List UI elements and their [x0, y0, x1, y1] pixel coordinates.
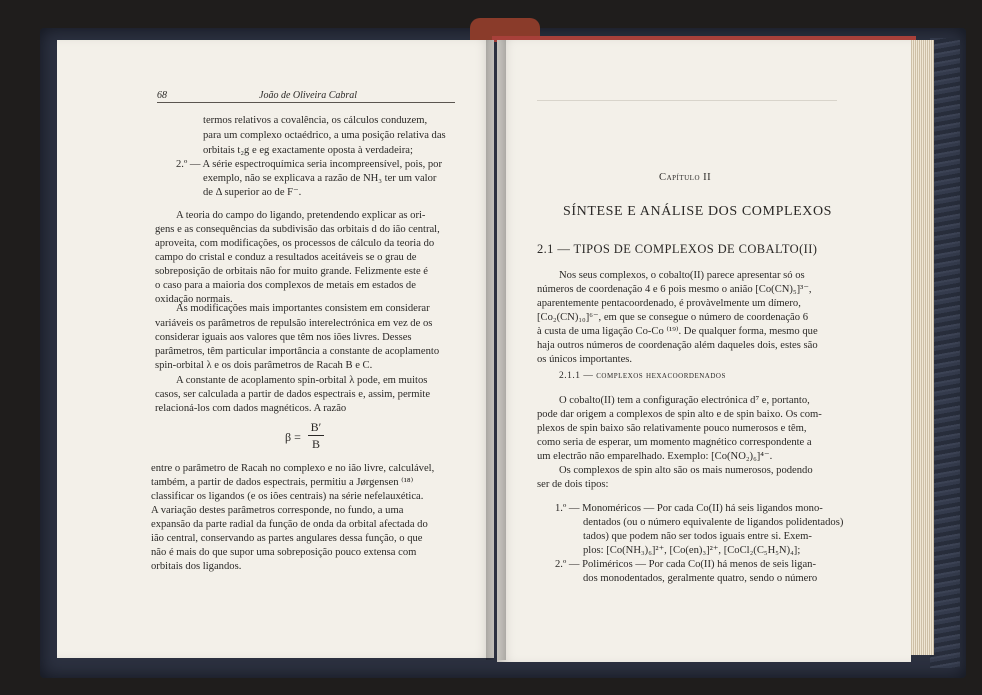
text-line: dentados (ou o número equivalente de ligandos polidentados) [583, 517, 844, 528]
text-line: plos: [Co(NH₃)₆]²⁺, [Co(en)₃]²⁺, [CoCl₂(C₅H₅N)₄]; [583, 545, 801, 556]
text-line: 2.º — Poliméricos — Por cada Co(II) há menos de seis ligan- [555, 559, 817, 570]
text-line: classificar os ligandos (e os iões centrais) na série nefelauxética. [151, 491, 424, 502]
text-line: aparentemente pentacoordenado, é provàvelmente um dímero, [537, 298, 801, 309]
book-gutter [486, 40, 506, 660]
left-page [57, 40, 494, 658]
text-line: campo do cristal e conduz a resultados aceitáveis se o grau de [155, 252, 417, 263]
text-line: expansão da parte radial da função de onda da orbital afectada do [151, 519, 428, 530]
text-line: casos, ser calculada a partir de dados espectrais e, assim, permite [155, 389, 431, 400]
fraction-bar [308, 435, 324, 436]
text-line: variáveis os parâmetros de repulsão interelectrónica em vez de os [155, 318, 433, 329]
text-line: não é mais do que supor uma sobreposição pouco extensa com [151, 547, 417, 558]
text-line: como seria de esperar, um momento magnético correspondente a [537, 437, 812, 448]
text-line: ião central, conservando as partes angulares dessa função, o que [151, 533, 423, 544]
text-line: spin-orbital λ e os dois parâmetros de Racah B e C. [155, 360, 373, 371]
text-line: A variação destes parâmetros corresponde, no fundo, a uma [151, 505, 404, 516]
section-title: 2.1 — TIPOS DE COMPLEXOS DE COBALTO(II) [537, 242, 818, 256]
text-line: termos relativos a covalência, os cálculos conduzem, [203, 115, 428, 126]
text-line: considerar iguais aos valores que têm nos iões livres. Desses [155, 332, 412, 343]
text-line: para um complexo octaédrico, a uma posição relativa das [203, 130, 446, 141]
text-line: Nos seus complexos, o cobalto(II) parece apresentar só os [559, 270, 805, 281]
text-line: entre o parâmetro de Racah no complexo e no ião livre, calculável, [151, 463, 435, 474]
text-line: As modificações mais importantes consistem em considerar [176, 303, 430, 314]
text-line: o caso para a maioria dos complexos de metais em estados de [155, 280, 416, 291]
text-line: tados) que podem não ser todos iguais entre si. Exem- [583, 531, 812, 542]
equation-denominator: B [311, 437, 320, 451]
text-line: Os complexos de spin alto são os mais numerosos, podendo [559, 465, 813, 476]
bleed-through-rule [537, 100, 837, 101]
text-line: 2.º — A série espectroquímica seria incompreensível, pois, por [176, 159, 442, 170]
equation-lhs: β = [285, 430, 301, 444]
text-line: A teoria do campo do ligando, pretendendo explicar as ori- [176, 210, 426, 221]
text-line: orbitais dos ligandos. [151, 561, 242, 572]
subsection-title: 2.1.1 — complexos hexacoordenados [559, 371, 726, 381]
chapter-label: Capítulo II [659, 172, 712, 183]
text-line: haja outros números de coordenação além daqueles dois, estes são [537, 340, 818, 351]
text-line: sobreposição de orbitais não for muito grande. Felizmente este é [155, 266, 428, 277]
text-line: à custa de uma ligação Co-Co ⁽¹⁹⁾. De qualquer forma, mesmo que [537, 326, 818, 337]
text-line: relacioná-los com dados magnéticos. A razão [155, 403, 347, 414]
text-line: exemplo, não se explicava a razão de NH₃ ter um valor [203, 173, 437, 184]
text-line: os únicos importantes. [537, 354, 633, 365]
text-line: plexos de spin baixo são relativamente pouco numerosos e têm, [537, 423, 807, 434]
text-line: orbitais t₂g e eg exactamente oposta à verdadeira; [203, 145, 413, 156]
text-line: O cobalto(II) tem a configuração electrónica d⁷ e, portanto, [559, 395, 810, 406]
text-line: aproveita, com modificações, os processos de cálculo da teoria do [155, 238, 435, 249]
text-line: parâmetros, têm particular importância a constante de acoplamento [155, 346, 440, 357]
text-line: de Δ superior ao de F⁻. [203, 187, 302, 198]
chapter-title: SÍNTESE E ANÁLISE DOS COMPLEXOS [563, 204, 833, 219]
right-page [497, 40, 911, 662]
text-line: oxidação normais. [155, 294, 233, 305]
equation-numerator: B′ [310, 420, 322, 434]
text-line: ser de dois tipos: [537, 479, 609, 490]
text-line: também, a partir de dados espectrais, permitiu a Jørgensen ⁽¹⁸⁾ [151, 477, 414, 488]
header-rule [157, 102, 455, 103]
text-line: números de coordenação 4 e 6 pois mesmo o anião [Co(CN)₅]³⁻, [537, 284, 812, 295]
text-line: A constante de acoplamento spin-orbital λ pode, em muitos [176, 375, 428, 386]
text-line: pode dar origem a complexos de spin alto e de spin baixo. Os com- [537, 409, 822, 420]
text-line: 1.º — Monoméricos — Por cada Co(II) há seis ligandos mono- [555, 503, 823, 514]
text-line: [Co₂(CN)₁₀]⁶⁻, em que se consegue o número de coordenação 6 [537, 312, 808, 323]
text-line: um electrão não emparelhado. Exemplo: [Co(NO₂)₆]⁴⁻. [537, 451, 773, 462]
text-line: gens e as consequências da subdivisão das orbitais d do ião central, [155, 224, 440, 235]
running-head: João de Oliveira Cabral [259, 90, 358, 101]
page-stack-edges [908, 40, 934, 655]
text-line: dos monodentados, geralmente quatro, sendo o número [583, 573, 818, 584]
page-number: 68 [157, 90, 167, 101]
